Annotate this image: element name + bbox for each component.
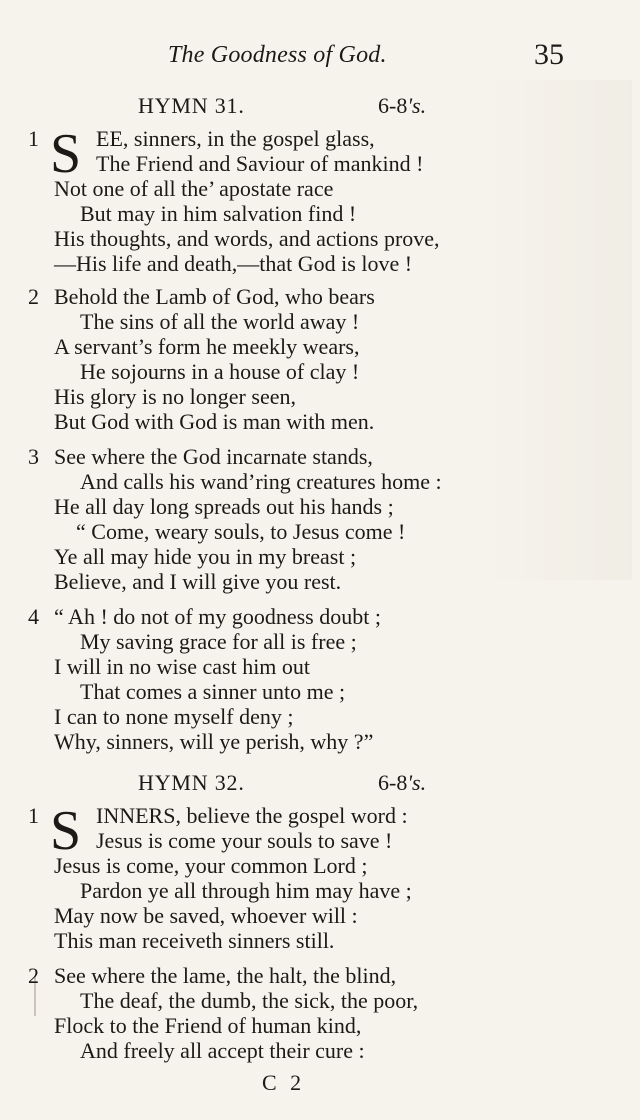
verse-line: Not one of all the’ apostate race — [54, 176, 334, 201]
verse-number: 2 — [28, 284, 39, 309]
verse-number: 3 — [28, 444, 39, 469]
verse-line: Jesus is come, your common Lord ; — [54, 853, 368, 878]
drop-cap: S — [50, 800, 82, 862]
verse-line: “ Come, weary souls, to Jesus come ! — [76, 519, 406, 544]
hymn-meter: 6-8's. — [378, 93, 427, 118]
verse-line: But God with God is man with men. — [54, 409, 375, 434]
verse-line: But may in him salvation find ! — [80, 201, 357, 226]
verse-line: Flock to the Friend of human kind, — [54, 1013, 362, 1038]
verse-line: He sojourns in a house of clay ! — [80, 359, 360, 384]
verse-line: May now be saved, whoever will : — [54, 903, 358, 928]
hymn-meter: 6-8's. — [378, 770, 427, 795]
verse-number: 4 — [28, 604, 39, 629]
verse-number: 2 — [28, 963, 39, 988]
verse-line: Ye all may hide you in my breast ; — [54, 544, 357, 569]
verse-line: A servant’s form he meekly wears, — [54, 334, 360, 359]
verse-number: 1 — [28, 126, 39, 151]
signature-mark: C 2 — [262, 1070, 306, 1095]
verse-line: “ Ah ! do not of my goodness doubt ; — [54, 604, 381, 629]
verse-line: The Friend and Saviour of mankind ! — [96, 151, 424, 176]
verse-line: The deaf, the dumb, the sick, the poor, — [80, 988, 419, 1013]
running-title: The Goodness of God. — [168, 42, 387, 68]
verse-line: Jesus is come your souls to save ! — [96, 828, 393, 853]
verse-line: This man receiveth sinners still. — [54, 928, 335, 953]
verse-line: His thoughts, and words, and actions prove, — [54, 226, 440, 251]
running-head — [0, 38, 640, 78]
verse-line: Why, sinners, will ye perish, why ?” — [54, 729, 374, 754]
show-through-shadow — [482, 80, 632, 580]
verse-line: I can to none myself deny ; — [54, 704, 294, 729]
verse-line: And calls his wand’ring creatures home : — [80, 469, 442, 494]
verse-line: INNERS, believe the gospel word : — [96, 803, 408, 828]
verse-line: See where the lame, the halt, the blind, — [54, 963, 397, 988]
verse-line: I will in no wise cast him out — [54, 654, 311, 679]
hymn-32-heading — [0, 770, 640, 800]
verse-line: Believe, and I will give you rest. — [54, 569, 342, 594]
verse-line: Pardon ye all through him may have ; — [80, 878, 412, 903]
hymn-title: HYMN 31. — [138, 93, 245, 118]
verse-number: 1 — [28, 803, 39, 828]
verse-line: EE, sinners, in the gospel glass, — [96, 126, 375, 151]
drop-cap: S — [50, 123, 82, 185]
verse-line: My saving grace for all is free ; — [80, 629, 357, 654]
page-number: 35 — [534, 38, 564, 71]
hymn-title: HYMN 32. — [138, 770, 245, 795]
verse-line: His glory is no longer seen, — [54, 384, 296, 409]
verse-line: That comes a sinner unto me ; — [80, 679, 346, 704]
verse-line: See where the God incarnate stands, — [54, 444, 373, 469]
hymn-31-heading — [0, 93, 640, 123]
verse-line: The sins of all the world away ! — [80, 309, 360, 334]
verse-line: —His life and death,—that God is love ! — [54, 251, 413, 276]
verse-line: He all day long spreads out his hands ; — [54, 494, 394, 519]
verse-line: Behold the Lamb of God, who bears — [54, 284, 375, 309]
verse-line: And freely all accept their cure : — [80, 1038, 365, 1063]
